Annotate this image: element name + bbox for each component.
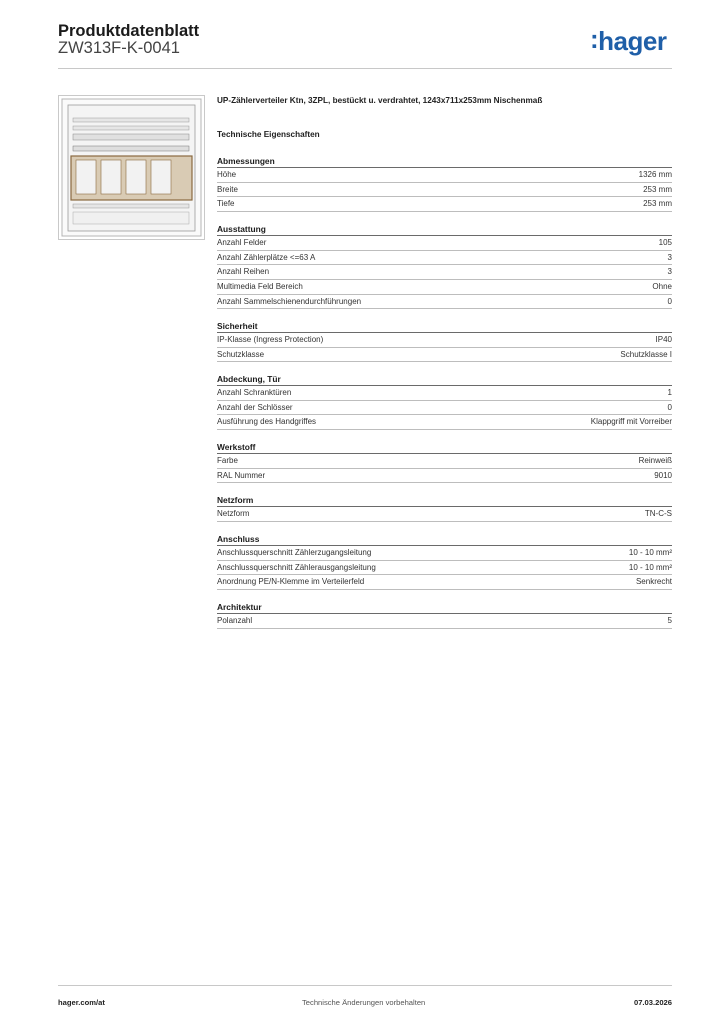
product-image [58, 95, 205, 240]
spec-row [217, 469, 672, 484]
product-description: UP-Zählerverteiler Ktn, 3ZPL, bestückt u. verdrahtet, 1243x711x253mm Nischenmaß [217, 96, 543, 105]
spec-label: Anzahl Sammelschienendurchführungen [217, 296, 362, 306]
distribution-board-drawing [59, 96, 204, 239]
spec-value: Schutzklasse I [620, 349, 672, 359]
spec-group-title: Ausstattung [217, 223, 672, 236]
spec-row [217, 507, 672, 522]
spec-label: Tiefe [217, 199, 235, 209]
spec-row [217, 280, 672, 295]
spec-group-title: Abdeckung, Tür [217, 373, 672, 386]
spec-row [217, 401, 672, 416]
spec-value: 10 - 10 mm² [628, 562, 672, 572]
page-title: Produktdatenblatt [58, 22, 200, 40]
spec-label: Anzahl Felder [217, 238, 267, 247]
spec-label: Anschlussquerschnitt Zählerzugangsleitung [217, 548, 372, 557]
spec-row [217, 454, 672, 469]
spec-group [217, 441, 672, 483]
spec-value: 5 [667, 616, 672, 625]
spec-value: 10 - 10 mm² [628, 548, 672, 557]
spec-group [217, 494, 672, 522]
spec-row [217, 251, 672, 266]
spec-group-title: Architektur [217, 601, 672, 614]
spec-value: Klappgriff mit Vorreiber [590, 417, 672, 427]
spec-label: Netzform [217, 509, 250, 518]
spec-row [217, 295, 672, 310]
spec-label: Anzahl Schranktüren [217, 388, 292, 397]
spec-label: Polanzahl [217, 616, 253, 625]
product-code: ZW313F-K-0041 [58, 39, 180, 57]
section-heading: Technische Eigenschaften [217, 130, 320, 139]
spec-group [217, 533, 672, 590]
spec-value: 253 mm [643, 184, 672, 194]
spec-label: RAL Nummer [217, 470, 266, 480]
spec-label: IP-Klasse (Ingress Protection) [217, 335, 324, 344]
spec-group-title: Anschluss [217, 533, 672, 546]
spec-value: 0 [667, 296, 672, 306]
spec-label: Anzahl Zählerplätze <=63 A [217, 252, 316, 262]
logo-mark: : [590, 24, 599, 54]
spec-group [217, 155, 672, 212]
spec-group [217, 223, 672, 309]
spec-label: Farbe [217, 456, 238, 465]
spec-group-title: Sicherheit [217, 320, 672, 333]
spec-label: Anordnung PE/N-Klemme im Verteilerfeld [217, 577, 365, 587]
spec-label: Ausführung des Handgriffes [217, 417, 317, 427]
spec-value: 1326 mm [638, 170, 672, 179]
spec-label: Breite [217, 184, 238, 194]
spec-group-title: Werkstoff [217, 441, 672, 454]
spec-value: 105 [658, 238, 672, 247]
spec-value: 253 mm [643, 199, 672, 209]
footer-website-link[interactable]: hager.com/at [58, 998, 105, 1007]
spec-group [217, 320, 672, 362]
spec-row [217, 236, 672, 251]
spec-row [217, 197, 672, 212]
spec-value: Ohne [652, 282, 672, 292]
spec-row [217, 348, 672, 363]
footer-divider [58, 985, 672, 986]
spec-value: 3 [667, 267, 672, 277]
spec-label: Anzahl der Schlösser [217, 402, 293, 412]
spec-group [217, 601, 672, 629]
spec-group-title: Netzform [217, 494, 672, 507]
hager-logo [590, 26, 666, 57]
header-divider [58, 68, 672, 69]
spec-row [217, 386, 672, 401]
spec-group-title: Abmessungen [217, 155, 672, 168]
spec-row [217, 614, 672, 629]
spec-value: 9010 [654, 470, 672, 480]
spec-value: IP40 [655, 335, 672, 344]
spec-group [217, 373, 672, 430]
spec-label: Anzahl Reihen [217, 267, 270, 277]
spec-label: Anschlussquerschnitt Zählerausgangsleitung [217, 562, 376, 572]
footer-notice: Technische Änderungen vorbehalten [302, 998, 426, 1007]
spec-row [217, 575, 672, 590]
spec-value: 0 [667, 402, 672, 412]
spec-value: Senkrecht [635, 577, 672, 587]
spec-row [217, 183, 672, 198]
logo-text: hager [598, 26, 667, 56]
spec-value: TN-C-S [644, 509, 672, 518]
spec-value: Reinweiß [638, 456, 672, 465]
spec-label: Multimedia Feld Bereich [217, 282, 303, 292]
spec-label: Höhe [217, 170, 237, 179]
spec-row [217, 561, 672, 576]
spec-row [217, 265, 672, 280]
spec-value: 1 [667, 388, 672, 397]
spec-label: Schutzklasse [217, 349, 265, 359]
spec-row [217, 333, 672, 348]
spec-row [217, 168, 672, 183]
spec-row [217, 546, 672, 561]
footer-date: 07.03.2026 [633, 998, 672, 1007]
spec-value: 3 [667, 252, 672, 262]
spec-row [217, 415, 672, 430]
